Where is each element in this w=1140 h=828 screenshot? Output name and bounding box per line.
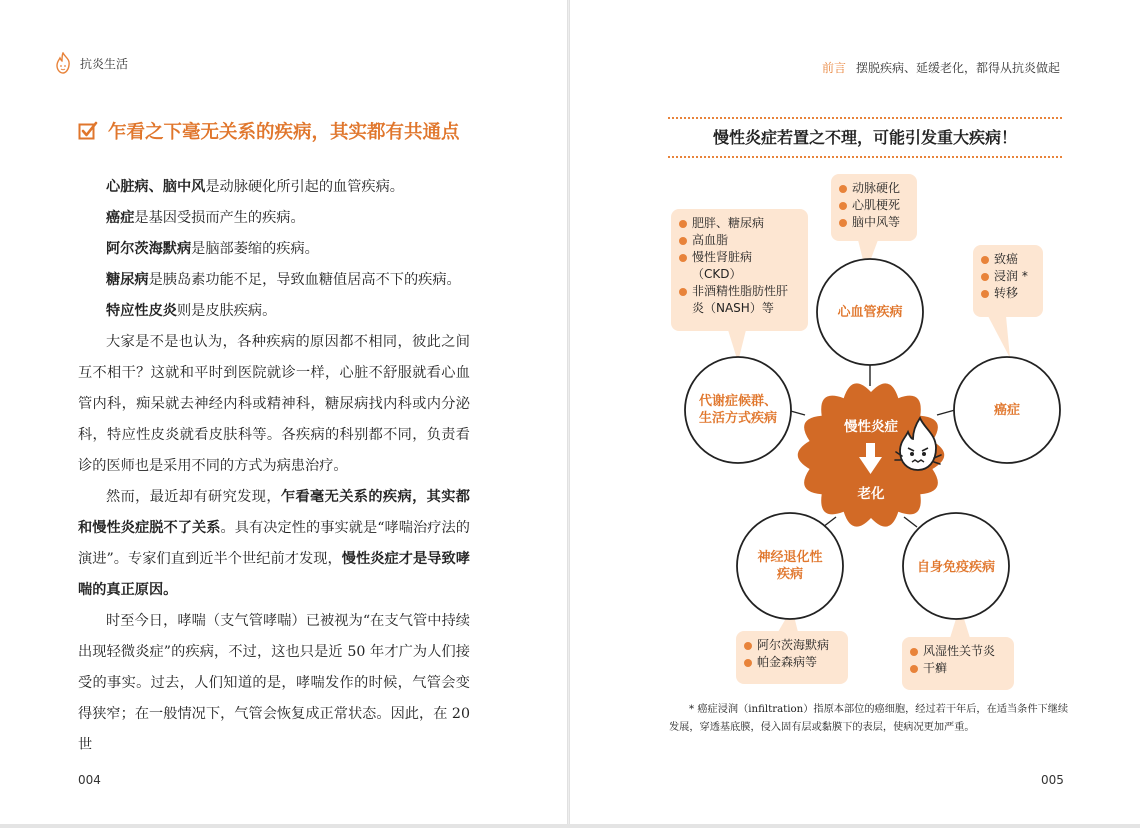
callout-metabolic (671, 209, 808, 331)
callout-item-continued: 炎（NASH）等 (692, 301, 774, 315)
para2-text-b: 。具有决定性的事实就是“哮喘治疗法的演进”。专家们直到近半个世纪前才发现， (78, 520, 470, 567)
page-number-left: 004 (78, 773, 101, 787)
center-label-bottom: 老化 (857, 486, 885, 502)
definition-term: 糖尿病 (106, 272, 149, 288)
definition-text: 则是皮肤疾病。 (176, 303, 277, 319)
header-chapter-label: 前言 (821, 61, 846, 75)
circle-label-line: 生活方式疾病 (698, 411, 777, 426)
callout-item: 肥胖、糖尿病 (679, 215, 800, 232)
callout-autoimmune (902, 637, 1014, 690)
callout-item: 致癌 (981, 251, 1035, 268)
callout-item: 帕金森病等 (744, 654, 840, 671)
circle-label-cardio: 心血管疾病 (837, 305, 903, 320)
para2-text-a: 然而，最近却有研究发现， (106, 489, 281, 505)
footnote: * 癌症浸润（infiltration）指原本部位的癌细胞，经过若干年后，在适当条件下继续发展，穿透基底膜，侵入固有层或黏膜下的表层，使病况更加严重。 (669, 704, 1069, 733)
callout-item: 慢性肾脏病 (679, 249, 800, 266)
circle-label-line: 疾病 (776, 567, 803, 582)
para2-bold-b: 慢性炎症才是导致哮喘的真正原因。 (78, 551, 470, 598)
section-title-text: 乍看之下毫无关系的疾病，其实都有共通点 (108, 122, 460, 143)
header-chapter-title: 摆脱疾病、延缓老化，都得从抗炎做起 (855, 61, 1060, 75)
callout-item: 风湿性关节炎 (910, 643, 1006, 660)
definition-term: 癌症 (106, 210, 135, 226)
definition-term: 阿尔茨海默病 (106, 241, 192, 257)
circle-label-line: 代谢症候群、 (698, 394, 777, 409)
diagram-banner: 慢性炎症若置之不理，可能引发重大疾病！ (668, 117, 1062, 158)
header-book-title: 抗炎生活 (80, 56, 129, 71)
callout-item: 转移 (981, 285, 1035, 302)
definition-text: 是胰岛素功能不足，导致血糖值居高不下的疾病。 (148, 272, 461, 288)
definition-term: 心脏病、脑中风 (106, 179, 206, 195)
callout-cancer (973, 245, 1043, 317)
connector-line (937, 410, 955, 415)
paragraph-3: 时至今日，哮喘（支气管哮喘）已被视为“在支气管中持续出现轻微炎症”的疾病，不过，这也只是近 50 年才广为人们接受的事实。过去，人们知道的是，哮喘发作的时候，气管会变得狭窄；在一般情况下，气管会恢复成正常状态。因此，在 20 世 (78, 613, 470, 753)
center-label-top: 慢性炎症 (844, 419, 898, 435)
circle-label-neuro (738, 549, 842, 583)
page-number-right: 005 (1041, 773, 1064, 787)
callout-pointer (988, 316, 1010, 358)
definition-term: 特应性皮炎 (106, 303, 177, 319)
callout-item: 脑中风等 (839, 214, 909, 231)
definition-text: 是动脉硬化所引起的血管疾病。 (205, 179, 404, 195)
circle-label-cancer: 癌症 (993, 403, 1020, 418)
callout-neuro (736, 631, 848, 684)
para2-bold-a: 乍看毫无关系的疾病，其实都和慢性炎症脱不了关系 (78, 489, 470, 536)
callout-item: 浸润 * (981, 268, 1035, 285)
circle-label-metabolic (686, 393, 790, 427)
connector-line (904, 517, 917, 527)
definition-text: 是脑部萎缩的疾病。 (191, 241, 319, 257)
definition-text: 是基因受损而产生的疾病。 (134, 210, 305, 226)
callout-item: 动脉硬化 (839, 180, 909, 197)
callout-cardio (831, 174, 917, 241)
circle-label-line: 神经退化性 (757, 550, 823, 565)
paragraph-1: 大家是不是也认为，各种疾病的原因都不相同，彼此之间互不相干？这就和平时到医院就诊一样，心脏不舒服就看心血管内科，痴呆就去神经内科或精神科，糖尿病找内科或内分泌科，特应性皮炎就看皮肤科等。各疾病的科别都不同，负责看诊的医师也是采用不同的方式为病患治疗。 (78, 334, 470, 474)
callout-item: 心肌梗死 (839, 197, 909, 214)
circle-label-autoimmune: 自身免疫疾病 (916, 560, 995, 575)
callout-item-continued: （CKD） (692, 267, 742, 281)
callout-item: 干癣 (910, 660, 1006, 677)
callout-item: 非酒精性脂肪性肝 (679, 283, 800, 300)
callout-item: 阿尔茨海默病 (744, 637, 840, 654)
callout-item: 高血脂 (679, 232, 800, 249)
